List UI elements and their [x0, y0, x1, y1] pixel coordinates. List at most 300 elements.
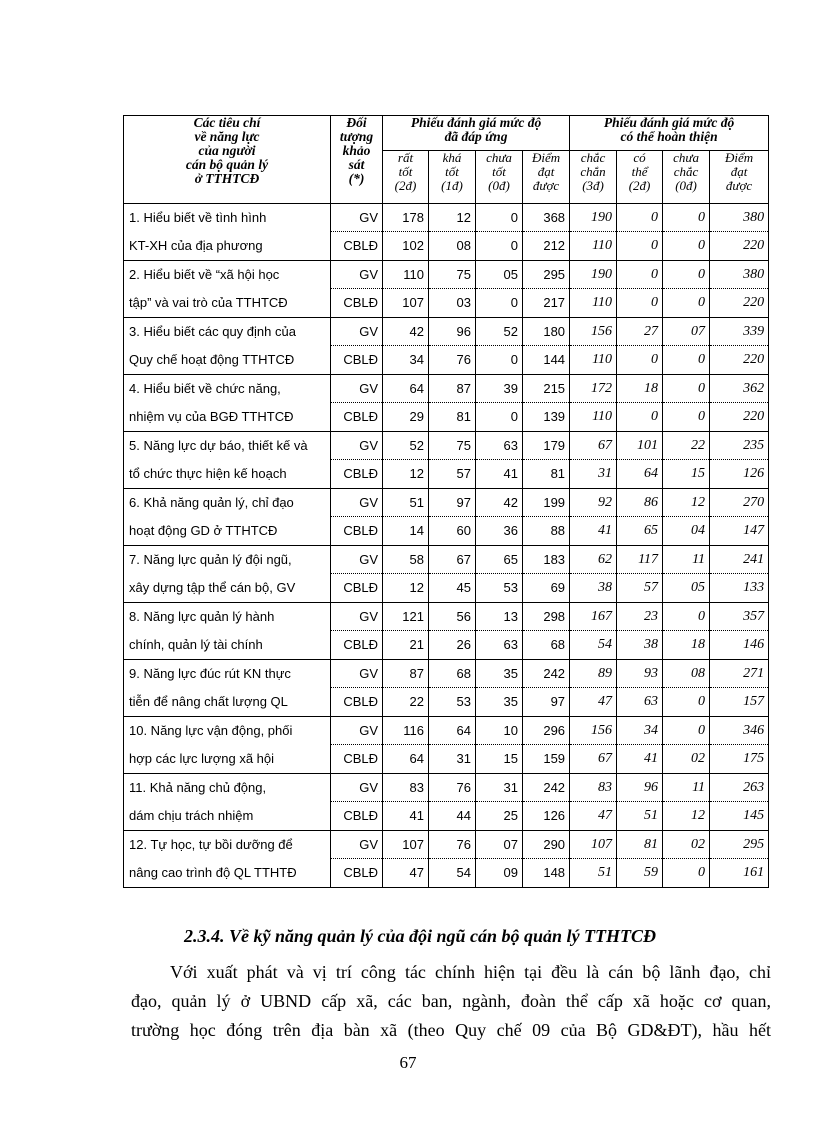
value-cell: 10: [476, 717, 523, 745]
value-cell: 235: [710, 432, 769, 460]
value-cell: 380: [710, 261, 769, 289]
criteria-cell: [124, 603, 331, 660]
table-row: [124, 432, 769, 460]
header-line: (3đ): [582, 178, 604, 193]
table-header: [124, 116, 769, 204]
value-cell: 67: [429, 546, 476, 574]
header-row: [124, 116, 769, 151]
value-cell: 15: [663, 460, 710, 489]
value-cell: 13: [476, 603, 523, 631]
value-cell: 0: [476, 289, 523, 318]
value-cell: 0: [663, 261, 710, 289]
value-cell: 121: [383, 603, 429, 631]
value-cell: 54: [570, 631, 617, 660]
value-cell: 0: [617, 403, 663, 432]
value-cell: 34: [617, 717, 663, 745]
value-cell: 0: [663, 603, 710, 631]
value-cell: 217: [523, 289, 570, 318]
criteria-line: 12. Tự học, tự bồi dưỡng để: [129, 837, 293, 853]
table-row: [124, 717, 769, 745]
value-cell: 295: [710, 831, 769, 859]
criteria-text: [129, 604, 330, 659]
value-cell: 110: [570, 232, 617, 261]
value-cell: 54: [429, 859, 476, 888]
value-cell: 88: [523, 517, 570, 546]
header-criteria: [124, 116, 331, 204]
value-cell: 41: [570, 517, 617, 546]
value-cell: 0: [476, 403, 523, 432]
value-cell: 64: [383, 375, 429, 403]
header-line: đạt: [537, 164, 555, 179]
value-cell: 339: [710, 318, 769, 346]
value-cell: 09: [476, 859, 523, 888]
value-cell: 31: [476, 774, 523, 802]
value-cell: 52: [476, 318, 523, 346]
criteria-cell: [124, 546, 331, 603]
value-cell: 190: [570, 261, 617, 289]
header-sub-met: [429, 151, 476, 204]
header-line: ở TTHTCĐ: [194, 171, 260, 186]
table-row: [124, 831, 769, 859]
value-cell: 11: [663, 546, 710, 574]
value-cell: 51: [383, 489, 429, 517]
value-cell: 0: [476, 232, 523, 261]
value-cell: 97: [523, 688, 570, 717]
value-cell: 102: [383, 232, 429, 261]
value-cell: 86: [617, 489, 663, 517]
value-cell: 0: [476, 204, 523, 232]
value-cell: 38: [617, 631, 663, 660]
value-cell: 298: [523, 603, 570, 631]
value-cell: 07: [476, 831, 523, 859]
value-cell: 35: [476, 660, 523, 688]
value-cell: 0: [617, 204, 663, 232]
object-cell: CBLĐ: [331, 688, 383, 717]
header-line: chắc: [673, 164, 699, 179]
header-sub-improve: [710, 151, 769, 204]
header-sub-met: [523, 151, 570, 204]
object-cell: CBLĐ: [331, 631, 383, 660]
value-cell: 69: [523, 574, 570, 603]
value-cell: 18: [663, 631, 710, 660]
header-line: tốt: [445, 164, 459, 179]
value-cell: 36: [476, 517, 523, 546]
value-cell: 0: [476, 346, 523, 375]
table-row: [124, 204, 769, 232]
value-cell: 57: [617, 574, 663, 603]
value-cell: 44: [429, 802, 476, 831]
value-cell: 22: [383, 688, 429, 717]
header-line: (2đ): [628, 178, 651, 193]
value-cell: 02: [663, 831, 710, 859]
value-cell: 190: [570, 204, 617, 232]
value-cell: 45: [429, 574, 476, 603]
header-line: (2đ): [394, 178, 417, 193]
value-cell: 41: [383, 802, 429, 831]
header-line: Đối: [346, 115, 367, 130]
value-cell: 242: [523, 660, 570, 688]
value-cell: 04: [663, 517, 710, 546]
criteria-cell: [124, 318, 331, 375]
value-cell: 101: [617, 432, 663, 460]
value-cell: 96: [429, 318, 476, 346]
criteria-text: [129, 319, 330, 374]
value-cell: 96: [617, 774, 663, 802]
value-cell: 92: [570, 489, 617, 517]
header-line: cán bộ quản lý: [185, 157, 269, 172]
value-cell: 380: [710, 204, 769, 232]
value-cell: 76: [429, 774, 476, 802]
criteria-text: [129, 262, 330, 317]
criteria-cell: [124, 831, 331, 888]
value-cell: 14: [383, 517, 429, 546]
value-cell: 290: [523, 831, 570, 859]
value-cell: 34: [383, 346, 429, 375]
criteria-line: 3. Hiểu biết các quy định của: [129, 324, 296, 340]
table-row: [124, 375, 769, 403]
value-cell: 12: [383, 574, 429, 603]
value-cell: 12: [663, 802, 710, 831]
criteria-line: chính, quản lý tài chính: [129, 636, 263, 652]
value-cell: 0: [663, 289, 710, 318]
value-cell: 133: [710, 574, 769, 603]
value-cell: 144: [523, 346, 570, 375]
value-cell: 220: [710, 232, 769, 261]
value-cell: 67: [570, 432, 617, 460]
value-cell: 183: [523, 546, 570, 574]
value-cell: 81: [617, 831, 663, 859]
value-cell: 0: [617, 232, 663, 261]
value-cell: 357: [710, 603, 769, 631]
table-row: [124, 318, 769, 346]
value-cell: 68: [429, 660, 476, 688]
object-cell: CBLĐ: [331, 403, 383, 432]
value-cell: 51: [570, 859, 617, 888]
value-cell: 107: [383, 289, 429, 318]
value-cell: 296: [523, 717, 570, 745]
value-cell: 22: [663, 432, 710, 460]
value-cell: 75: [429, 261, 476, 289]
value-cell: 41: [617, 745, 663, 774]
value-cell: 145: [710, 802, 769, 831]
value-cell: 179: [523, 432, 570, 460]
criteria-line: 9. Năng lực đúc rút KN thực: [129, 666, 291, 682]
header-line: (0đ): [488, 178, 510, 193]
value-cell: 39: [476, 375, 523, 403]
value-cell: 107: [383, 831, 429, 859]
header-object: [331, 116, 383, 204]
value-cell: 346: [710, 717, 769, 745]
value-cell: 81: [523, 460, 570, 489]
value-cell: 0: [663, 204, 710, 232]
header-sub-improve: [617, 151, 663, 204]
value-cell: 89: [570, 660, 617, 688]
value-cell: 0: [663, 375, 710, 403]
value-cell: 110: [570, 403, 617, 432]
criteria-text: [129, 832, 330, 887]
criteria-cell: [124, 660, 331, 717]
value-cell: 65: [617, 517, 663, 546]
criteria-line: 1. Hiểu biết về tình hình: [129, 210, 267, 226]
criteria-text: [129, 661, 330, 716]
header-line: của người: [198, 143, 256, 158]
criteria-line: tiễn để nâng chất lượng QL: [129, 693, 288, 709]
value-cell: 51: [617, 802, 663, 831]
criteria-line: 5. Năng lực dự báo, thiết kế và: [129, 438, 308, 454]
object-cell: CBLĐ: [331, 574, 383, 603]
value-cell: 157: [710, 688, 769, 717]
header-line: Điểm: [531, 150, 561, 165]
value-cell: 35: [476, 688, 523, 717]
criteria-cell: [124, 432, 331, 489]
value-cell: 0: [617, 261, 663, 289]
value-cell: 63: [476, 432, 523, 460]
value-cell: 27: [617, 318, 663, 346]
value-cell: 63: [476, 631, 523, 660]
header-line: tốt: [492, 164, 506, 179]
value-cell: 263: [710, 774, 769, 802]
header-sub-met: [383, 151, 429, 204]
value-cell: 75: [429, 432, 476, 460]
table-row: [124, 774, 769, 802]
paragraph-line: đạo, quản lý ở UBND cấp xã, các ban, ngành, đoàn thể cấp xã hoặc cơ quan,: [131, 991, 771, 1011]
header-line: (*): [348, 171, 365, 186]
header-line: Điểm: [724, 150, 754, 165]
value-cell: 47: [570, 802, 617, 831]
value-cell: 139: [523, 403, 570, 432]
table-row: [124, 489, 769, 517]
object-cell: GV: [331, 546, 383, 574]
object-cell: GV: [331, 489, 383, 517]
value-cell: 02: [663, 745, 710, 774]
value-cell: 58: [383, 546, 429, 574]
criteria-cell: [124, 717, 331, 774]
value-cell: 0: [663, 346, 710, 375]
page-number: 67: [399, 1053, 417, 1072]
value-cell: 76: [429, 831, 476, 859]
criteria-text: [129, 547, 330, 602]
object-cell: GV: [331, 603, 383, 631]
value-cell: 0: [663, 403, 710, 432]
value-cell: 271: [710, 660, 769, 688]
criteria-line: 2. Hiểu biết về “xã hội học: [129, 267, 280, 283]
criteria-cell: [124, 489, 331, 546]
criteria-text: [129, 433, 330, 488]
value-cell: 167: [570, 603, 617, 631]
value-cell: 25: [476, 802, 523, 831]
table-body: [124, 204, 769, 888]
header-sub-met: [476, 151, 523, 204]
value-cell: 362: [710, 375, 769, 403]
header-line: tốt: [398, 164, 413, 179]
criteria-line: 7. Năng lực quản lý đội ngũ,: [129, 552, 292, 568]
value-cell: 199: [523, 489, 570, 517]
object-cell: CBLĐ: [331, 232, 383, 261]
value-cell: 53: [476, 574, 523, 603]
value-cell: 64: [429, 717, 476, 745]
object-cell: CBLĐ: [331, 289, 383, 318]
value-cell: 156: [570, 717, 617, 745]
object-cell: GV: [331, 432, 383, 460]
value-cell: 12: [383, 460, 429, 489]
value-cell: 126: [710, 460, 769, 489]
value-cell: 26: [429, 631, 476, 660]
table-row: [124, 660, 769, 688]
value-cell: 215: [523, 375, 570, 403]
header-line: (1đ): [441, 178, 463, 193]
value-cell: 62: [570, 546, 617, 574]
header-line: được: [725, 178, 753, 193]
table-row: [124, 546, 769, 574]
value-cell: 241: [710, 546, 769, 574]
value-cell: 295: [523, 261, 570, 289]
value-cell: 126: [523, 802, 570, 831]
table-row: [124, 603, 769, 631]
value-cell: 0: [663, 232, 710, 261]
value-cell: 83: [570, 774, 617, 802]
criteria-line: 10. Năng lực vận động, phối: [129, 723, 293, 739]
header-line: có: [633, 150, 646, 165]
criteria-line: hoạt động GD ở TTHTCĐ: [129, 522, 278, 538]
value-cell: 60: [429, 517, 476, 546]
value-cell: 18: [617, 375, 663, 403]
criteria-text: [129, 775, 330, 830]
value-cell: 97: [429, 489, 476, 517]
value-cell: 87: [429, 375, 476, 403]
value-cell: 64: [383, 745, 429, 774]
header-group-met: [383, 116, 570, 151]
value-cell: 08: [663, 660, 710, 688]
header-line: về năng lực: [194, 129, 260, 144]
value-cell: 76: [429, 346, 476, 375]
body-paragraph: [131, 958, 771, 1045]
header-line: chắc: [580, 150, 606, 165]
header-line: chưa: [486, 150, 512, 165]
value-cell: 05: [476, 261, 523, 289]
header-line: khá: [442, 150, 462, 165]
value-cell: 63: [617, 688, 663, 717]
header-sub-improve: [570, 151, 617, 204]
value-cell: 117: [617, 546, 663, 574]
value-cell: 242: [523, 774, 570, 802]
header-line: đạt: [730, 164, 748, 179]
paragraph-line: trường học đóng trên địa bàn xã (theo Quy chế 09 của Bộ GD&ĐT), hầu hết: [131, 1020, 771, 1040]
value-cell: 11: [663, 774, 710, 802]
value-cell: 220: [710, 289, 769, 318]
value-cell: 0: [663, 688, 710, 717]
object-cell: CBLĐ: [331, 802, 383, 831]
value-cell: 42: [383, 318, 429, 346]
criteria-cell: [124, 375, 331, 432]
header-line: (0đ): [675, 178, 697, 193]
object-cell: CBLĐ: [331, 745, 383, 774]
criteria-line: xây dựng tập thể cán bộ, GV: [129, 579, 296, 595]
value-cell: 93: [617, 660, 663, 688]
criteria-line: 6. Khả năng quản lý, chỉ đạo: [129, 495, 294, 511]
object-cell: GV: [331, 204, 383, 232]
criteria-line: 11. Khả năng chủ động,: [129, 780, 267, 796]
object-cell: CBLĐ: [331, 517, 383, 546]
criteria-line: tổ chức thực hiện kế hoạch: [129, 465, 287, 481]
object-cell: GV: [331, 774, 383, 802]
value-cell: 59: [617, 859, 663, 888]
criteria-line: Quy chế hoạt động TTHTCĐ: [129, 351, 295, 367]
object-cell: CBLĐ: [331, 460, 383, 489]
header-line: Các tiêu chí: [193, 115, 261, 130]
value-cell: 05: [663, 574, 710, 603]
value-cell: 0: [617, 346, 663, 375]
criteria-text: [129, 490, 330, 545]
criteria-cell: [124, 261, 331, 318]
object-cell: CBLĐ: [331, 346, 383, 375]
value-cell: 65: [476, 546, 523, 574]
header-line: có thể hoàn thiện: [620, 129, 718, 144]
value-cell: 12: [663, 489, 710, 517]
header-line: tượng: [339, 129, 374, 144]
header-line: chưa: [673, 150, 699, 165]
value-cell: 56: [429, 603, 476, 631]
value-cell: 110: [383, 261, 429, 289]
value-cell: 116: [383, 717, 429, 745]
header-line: Phiếu đánh giá mức độ: [603, 115, 735, 130]
value-cell: 57: [429, 460, 476, 489]
object-cell: GV: [331, 831, 383, 859]
criteria-line: nhiệm vụ của BGĐ TTHTCĐ: [129, 408, 294, 424]
object-cell: GV: [331, 717, 383, 745]
header-line: thể: [631, 164, 648, 179]
header-line: được: [532, 178, 560, 193]
table-row: [124, 261, 769, 289]
criteria-text: [129, 376, 330, 431]
value-cell: 156: [570, 318, 617, 346]
assessment-table: [123, 115, 769, 888]
section-heading: 2.3.4. Về kỹ năng quản lý của đội ngũ cán bộ quản lý TTHTCĐ: [184, 926, 657, 946]
value-cell: 147: [710, 517, 769, 546]
value-cell: 110: [570, 289, 617, 318]
value-cell: 31: [429, 745, 476, 774]
value-cell: 29: [383, 403, 429, 432]
object-cell: GV: [331, 318, 383, 346]
header-line: chắn: [580, 164, 606, 179]
header-line: sát: [348, 157, 365, 172]
value-cell: 83: [383, 774, 429, 802]
value-cell: 64: [617, 460, 663, 489]
value-cell: 67: [570, 745, 617, 774]
value-cell: 68: [523, 631, 570, 660]
header-line: Phiếu đánh giá mức độ: [410, 115, 542, 130]
criteria-cell: [124, 204, 331, 261]
value-cell: 81: [429, 403, 476, 432]
criteria-line: 8. Năng lực quản lý hành: [129, 609, 275, 625]
object-cell: GV: [331, 660, 383, 688]
value-cell: 220: [710, 403, 769, 432]
header-line: đã đáp ứng: [444, 129, 508, 144]
header-group-improve: [570, 116, 769, 151]
value-cell: 220: [710, 346, 769, 375]
value-cell: 159: [523, 745, 570, 774]
criteria-line: dám chịu trách nhiệm: [129, 807, 254, 823]
value-cell: 47: [570, 688, 617, 717]
criteria-cell: [124, 774, 331, 831]
value-cell: 172: [570, 375, 617, 403]
value-cell: 03: [429, 289, 476, 318]
header-line: rất: [397, 150, 414, 165]
value-cell: 38: [570, 574, 617, 603]
value-cell: 41: [476, 460, 523, 489]
value-cell: 161: [710, 859, 769, 888]
value-cell: 107: [570, 831, 617, 859]
value-cell: 178: [383, 204, 429, 232]
